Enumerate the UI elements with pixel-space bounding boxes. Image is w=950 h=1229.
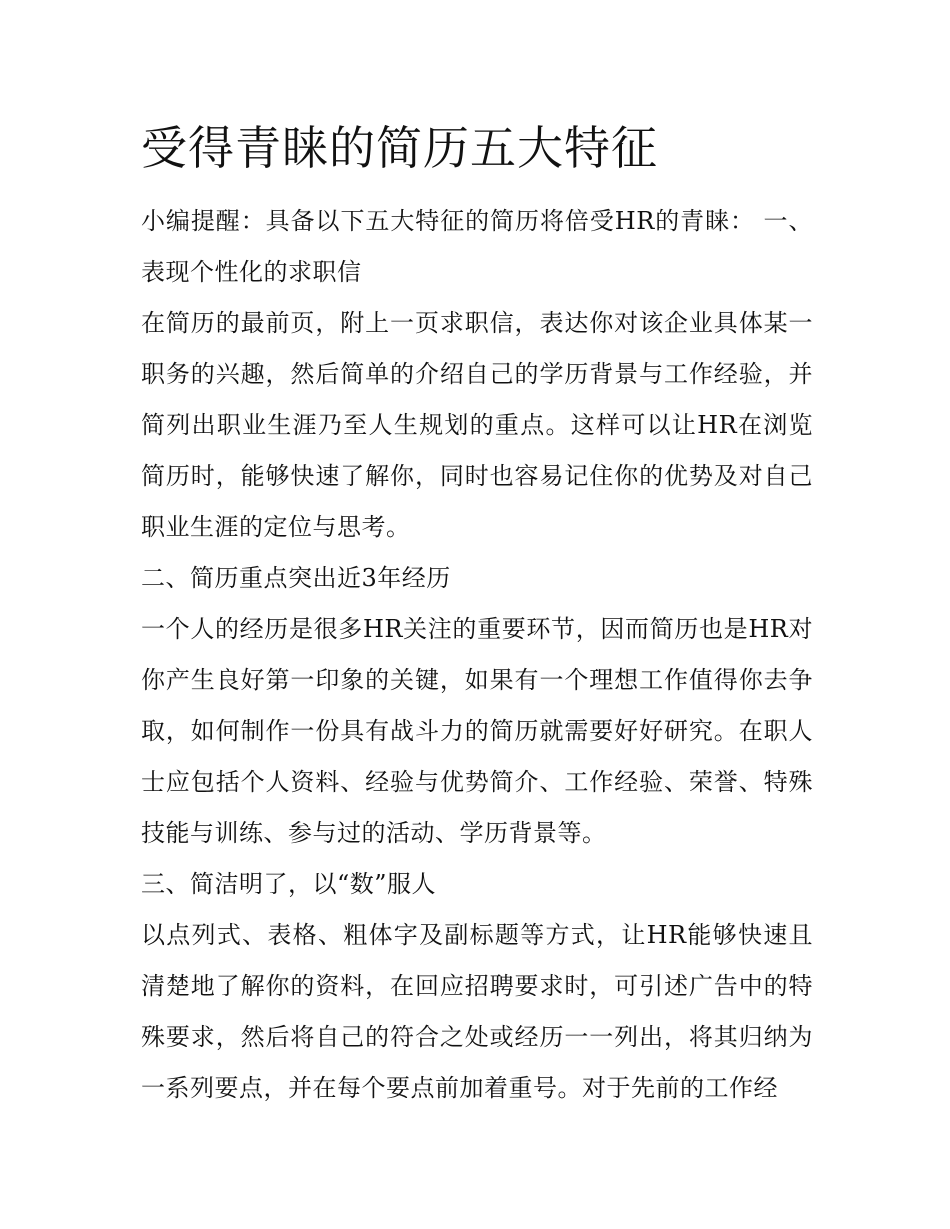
intro-paragraph: 小编提醒：具备以下五大特征的简历将倍受HR的青睐： 一、表现个性化的求职信 (141, 207, 813, 286)
concise-paragraph: 以点列式、表格、粗体字及副标题等方式，让HR能够快速且清楚地了解你的资料，在回应招聘要求时，可引述广告中的特殊要求，然后将自己的符合之处或经历一一列出，将其归纳为一系列要点，并在每个要点前加着重号。对于先前的工作经 (141, 921, 813, 1102)
section-heading-2: 二、简历重点突出近3年经历 (141, 564, 451, 592)
cover-letter-paragraph: 在简历的最前页，附上一页求职信，表达你对该企业具体某一职务的兴趣，然后简单的介绍自己的学历背景与工作经验，并简列出职业生涯乃至人生规划的重点。这样可以让HR在浏览简历时，能够快速了解你，同时也容易记住你的优势及对自己职业生涯的定位与思考。 (141, 309, 813, 541)
experience-paragraph: 一个人的经历是很多HR关注的重要环节，因而简历也是HR对你产生良好第一印象的关键，如果有一个理想工作值得你去争取，如何制作一份具有战斗力的简历就需要好好研究。在职人士应包括个人资料、经验与优势简介、工作经验、荣誉、特殊技能与训练、参与过的活动、学历背景等。 (141, 615, 813, 847)
document-page (141, 112, 813, 1114)
document-title: 受得青睐的简历五大特征 (141, 121, 658, 175)
section-heading-3: 三、简洁明了，以“数”服人 (141, 870, 437, 898)
